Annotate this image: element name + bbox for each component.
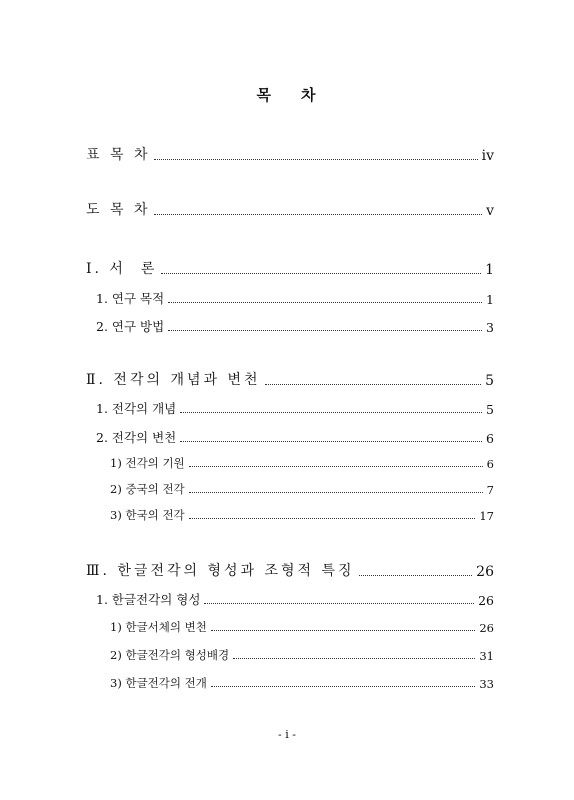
toc-label: Ⅲ. 한글전각의 형성과 조형적 특징 <box>86 563 355 579</box>
toc-label: Ⅰ. 서 론 <box>86 261 158 277</box>
page-number-footer: - i - <box>278 728 296 741</box>
leader-dots <box>168 301 482 303</box>
toc-label: 2. 연구 방법 <box>96 319 165 334</box>
toc-page: 17 <box>479 509 494 523</box>
toc-label: 1) 전각의 기원 <box>110 456 185 470</box>
toc-label: 1) 한글서체의 변천 <box>110 620 207 634</box>
toc-page: 1 <box>486 292 494 307</box>
toc-entry-chapter-2[interactable] <box>86 369 494 389</box>
leader-dots <box>189 491 483 493</box>
toc-entry-2-2-3[interactable] <box>110 507 494 523</box>
leader-dots <box>180 411 482 413</box>
toc-page: 7 <box>486 483 494 497</box>
toc-entry-2-1[interactable] <box>96 399 494 417</box>
toc-label: 2) 중국의 전각 <box>110 482 185 496</box>
leader-dots <box>189 465 483 467</box>
leader-dots <box>180 440 482 442</box>
toc-entry-3-1-2[interactable] <box>110 647 494 663</box>
toc-entry-chapter-3[interactable] <box>86 560 494 580</box>
toc-page: 31 <box>479 649 494 663</box>
leader-dots <box>233 657 475 659</box>
toc-label: Ⅱ. 전각의 개념과 변천 <box>86 372 261 388</box>
leader-dots <box>168 329 482 331</box>
toc-page: 5 <box>485 373 494 389</box>
leader-dots <box>154 158 477 160</box>
toc-label: 3) 한글전각의 전개 <box>110 676 207 690</box>
toc-page: 26 <box>479 621 494 635</box>
toc-entry-1-2[interactable] <box>96 317 494 335</box>
toc-page: v <box>486 203 494 219</box>
toc-entry-table-list[interactable] <box>86 144 494 164</box>
toc-label: 표 목 차 <box>86 147 151 163</box>
title-left: 목 <box>256 86 273 104</box>
toc-entry-3-1[interactable] <box>96 590 494 608</box>
toc-page: 26 <box>478 593 494 608</box>
toc-page: 1 <box>485 262 494 278</box>
toc-entry-2-2[interactable] <box>96 428 494 446</box>
toc-page: 3 <box>486 320 494 335</box>
toc-entry-1-1[interactable] <box>96 289 494 307</box>
toc-label: 1. 전각의 개념 <box>96 401 177 416</box>
toc-entry-chapter-1[interactable] <box>86 258 494 278</box>
leader-dots <box>211 685 475 687</box>
leader-dots <box>161 272 481 274</box>
toc-page: 6 <box>486 431 494 446</box>
toc-page: 5 <box>486 402 494 417</box>
toc-entry-2-2-2[interactable] <box>110 481 494 497</box>
toc-entry-2-2-1[interactable] <box>110 455 494 471</box>
leader-dots <box>359 574 473 576</box>
leader-dots <box>204 602 474 604</box>
toc-entry-3-1-3[interactable] <box>110 675 494 691</box>
page-title <box>0 84 574 105</box>
toc-entry-3-1-1[interactable] <box>110 619 494 635</box>
leader-dots <box>189 517 476 519</box>
toc-label: 2. 전각의 변천 <box>96 430 177 445</box>
toc-label: 3) 한국의 전각 <box>110 508 185 522</box>
toc-page: iv <box>481 148 494 164</box>
leader-dots <box>265 383 482 385</box>
toc-page: 33 <box>479 677 494 691</box>
toc-label: 1. 한글전각의 형성 <box>96 592 201 607</box>
toc-page: 6 <box>486 457 494 471</box>
toc-label: 도 목 차 <box>86 202 151 218</box>
toc-label: 2) 한글전각의 형성배경 <box>110 648 230 662</box>
toc-label: 1. 연구 목적 <box>96 291 165 306</box>
toc-page: 26 <box>476 564 494 580</box>
title-right: 차 <box>301 86 318 104</box>
toc-entry-figure-list[interactable] <box>86 199 494 219</box>
leader-dots <box>211 629 475 631</box>
leader-dots <box>154 213 482 215</box>
